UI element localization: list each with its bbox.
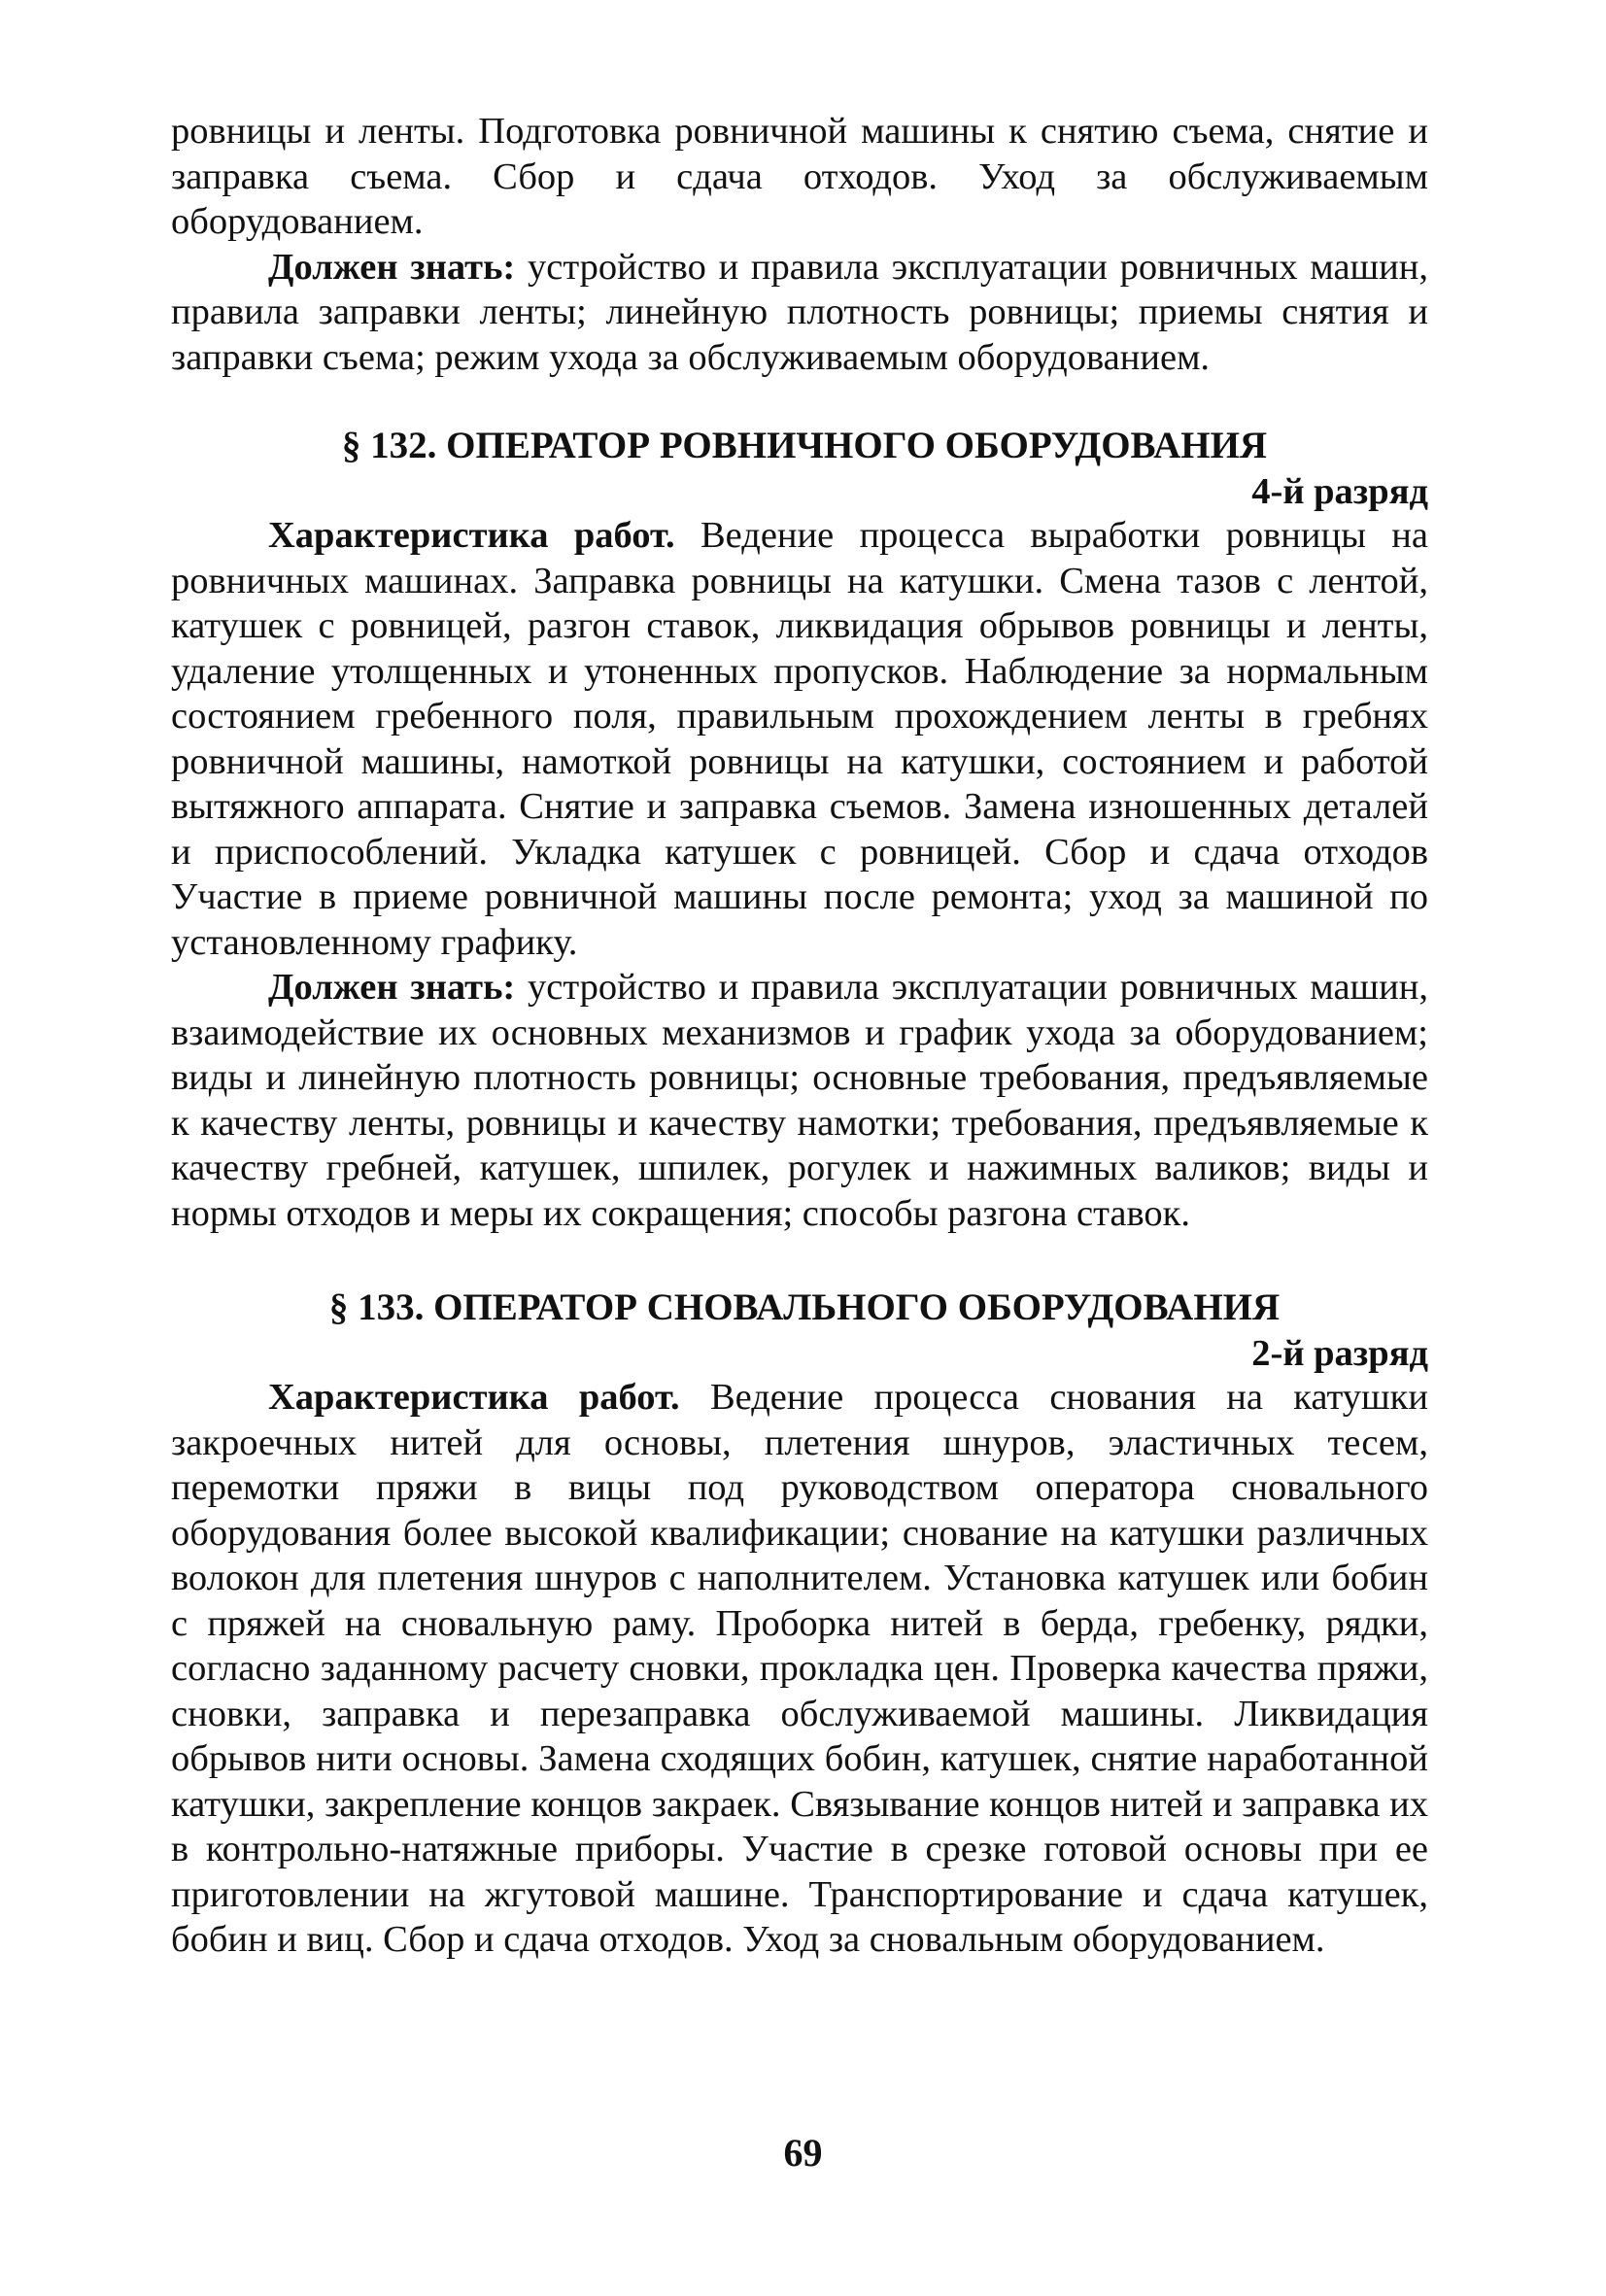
knowledge-text: устройство и правила эксплуатации ровничных машин, правила заправки ленты; линейную плотность ровницы; приемы снятия и заправки съема; режим ухода за обслуживаемым оборудованием. (171, 246, 1429, 378)
knowledge-label: Должен знать: (268, 967, 516, 1008)
section-132-grade: 4-й разряд (1251, 471, 1428, 512)
knowledge-label: Должен знать: (268, 246, 516, 288)
section-132-characteristics (171, 513, 1428, 965)
knowledge-text: устройство и правила эксплуатации ровничных машин, взаимодействие их основных механизмов и график ухода за оборудованием; виды и линейную плотность ровницы; основные требования, предъявляемые к качеству ленты, ровницы и качеству намотки; требования, предъявляемые к качеству гребней, катушек, шпилек, рогулек и нажимных валиков; виды и нормы отходов и меры их сокращения; способы разгона ставок. (171, 967, 1429, 1234)
section-133-grade: 2-й разряд (1251, 1333, 1428, 1374)
intro-paragraph: ровницы и ленты. Подготовка ровничной машины к снятию съема, снятие и заправка съема. Сбор и сдача отходов. Уход за обслуживаемым оборудованием. (171, 111, 1428, 242)
section-133-title: § 133. ОПЕРАТОР СНОВАЛЬНОГО ОБОРУДОВАНИЯ (328, 1286, 1281, 1328)
characteristics-text: Ведение процесса снования на катушки закроечных нитей для основы, плетения шнуров, эластичных тесем, перемотки пряжи в вицы под руководством оператора сновального оборудования более высокой квалификации; снование на катушки различных волокон для плетения шнуров с наполнителем. Установка катушек или бобин с пряжей на сновальную раму. Проборка нитей в берда, гребенку, рядки, согласно заданному расчету сновки, прокладка цен. Проверка качества пряжи, сновки, заправка и перезаправка обслуживаемой машины. Ликвидация обрывов нити основы. Замена сходящих бобин, катушек, снятие наработанной катушки, закрепление концов закраек. Связывание концов нитей и заправка их в контрольно-натяжные приборы. Участие в срезке готовой основы при ее приготовлении на жгутовой машине. Транспортирование и сдача катушек, бобин и виц. Сбор и сдача отходов. Уход за сновальным оборудованием. (171, 1377, 1428, 1960)
characteristics-label: Характеристика работ. (268, 1377, 680, 1418)
characteristics-text: Ведение процесса выработки ровницы на ровничных машинах. Заправка ровницы на катушки. Смена тазов с лентой, катушек с ровницей, разгон ставок, ликвидация обрывов ровницы и ленты, удаление утолщенных и утоненных пропусков. Наблюдение за нормальным состоянием гребенного поля, правильным прохождением ленты в гребнях ровничной машины, намоткой ровницы на катушки, состоянием и работой вытяжного аппарата. Снятие и заправка съемов. Замена изношенных деталей и приспособлений. Укладка катушек с ровницей. Сбор и сдача отходов Участие в приеме ровничной машины после ремонта; уход за машиной по установленному графику. (171, 515, 1428, 963)
section-132-title: § 132. ОПЕРАТОР РОВНИЧНОГО ОБОРУДОВАНИЯ (341, 425, 1268, 466)
section-132-knowledge (171, 965, 1428, 1236)
section-133-characteristics (171, 1375, 1428, 1963)
intro-knowledge-paragraph (171, 245, 1428, 381)
page-number: 69 (783, 2131, 823, 2175)
characteristics-label: Характеристика работ. (268, 515, 675, 556)
document-page (171, 109, 1428, 1963)
